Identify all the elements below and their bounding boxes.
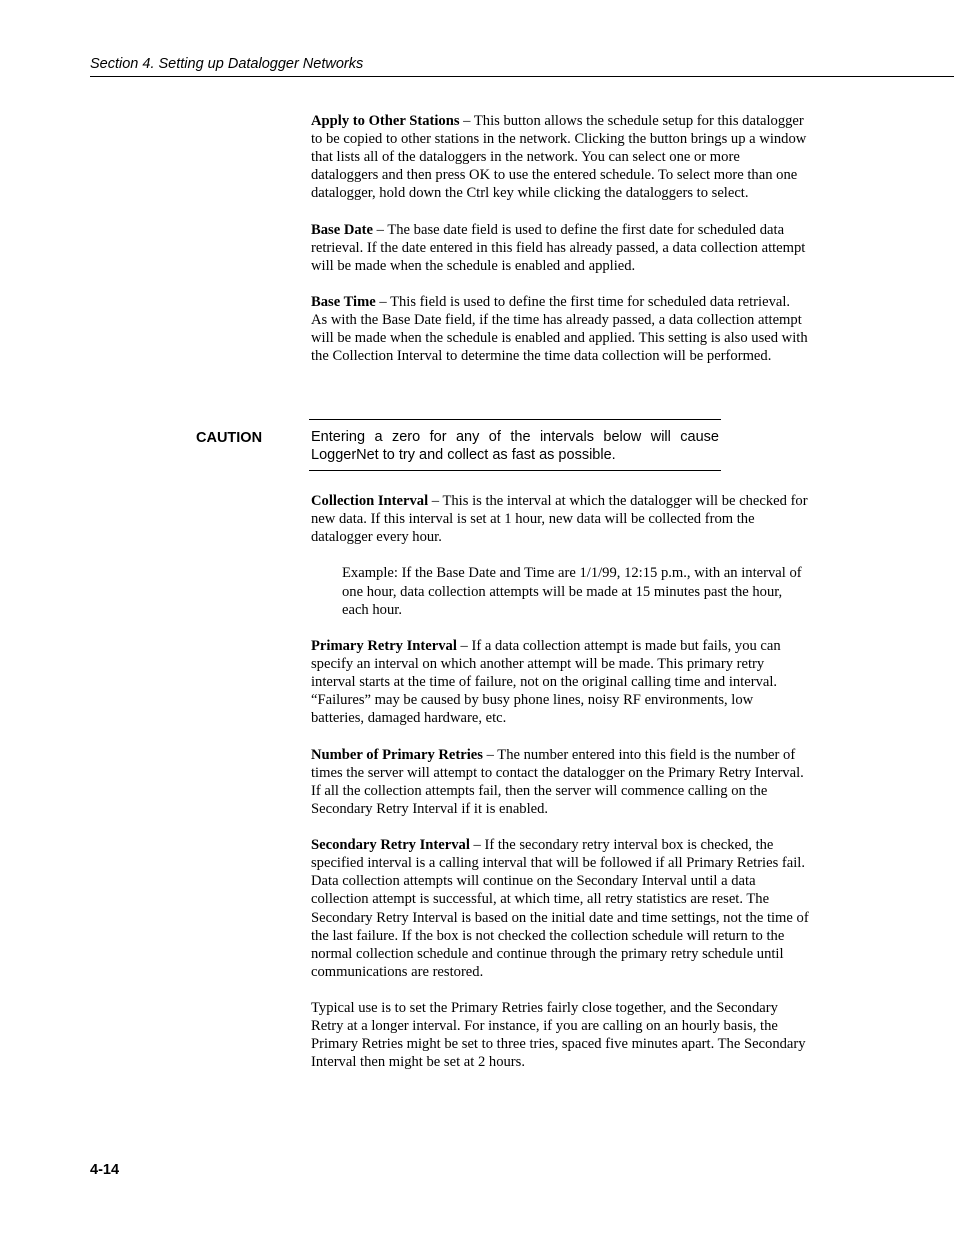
running-title: Section 4. Setting up Datalogger Networks	[90, 56, 364, 72]
term-primary-retry-interval: Primary Retry Interval	[311, 637, 457, 654]
term-base-date: Base Date	[311, 221, 374, 238]
term-secondary-retry-interval: Secondary Retry Interval	[311, 837, 470, 854]
paragraph-collection-interval	[311, 492, 809, 546]
desc-base-time: – This field is used to define the first time for scheduled data retrieval. As with the Base Date field, if the time has already passed, a data collection attempt will be made when the schedule is enabled and applied. This setting is also used with the Collection Interval to determine the time data collection will be performed.	[311, 294, 808, 365]
caution-box	[309, 419, 721, 471]
paragraph-apply-to-other-stations	[311, 112, 809, 202]
term-apply-to-other-stations: Apply to Other Stations	[311, 113, 460, 129]
desc-base-date: – The base date field is used to define the first date for scheduled data retrieval. If the date entered in this field has already passed, a data collection attempt will be made when the schedule is enabled and applied.	[311, 221, 806, 274]
desc-secondary-retry-interval: – If the secondary retry interval box is checked, the specified interval is a calling interval that will be followed if all Primary Retries fail. Data collection attempts will continue on the Secondary Interval until a data collection attempt is successful, at which time, all retry statistics are reset. The Secondary Retry Interval is based on the initial date and time settings, not the time of the last failure. If the box is not checked the collection schedule will return to the normal collection schedule and continue through the primary retry schedule until communications are restored.	[311, 837, 809, 980]
running-header	[90, 55, 954, 77]
body-text-top	[311, 112, 809, 384]
paragraph-primary-retry-interval	[311, 637, 809, 727]
desc-number-of-primary-retries: – The number entered into this field is the number of times the server will attempt to contact the datalogger on the Primary Retry Interval. If all the collection attempts fail, then the server will commence calling on the Secondary Retry Interval if it is enabled.	[311, 746, 804, 817]
desc-apply-to-other-stations: – This button allows the schedule setup for this datalogger to be copied to other stations in the network. Clicking the button brings up a window that lists all of the dataloggers in the network. You can select one or more dataloggers and then press OK to use the entered schedule. To select more than one datalogger, hold down the Ctrl key while clicking the dataloggers to select.	[311, 113, 807, 202]
term-base-time: Base Time	[311, 294, 376, 311]
paragraph-base-time	[311, 293, 809, 365]
paragraph-secondary-retry-interval	[311, 836, 809, 981]
caution-text: Entering a zero for any of the intervals below will cause LoggerNet to try and collect as fast as possible.	[311, 429, 719, 463]
paragraph-number-of-primary-retries	[311, 746, 809, 818]
desc-collection-interval: – This is the interval at which the datalogger will be checked for new data. If this interval is set at 1 hour, new data will be collected from the datalogger every hour.	[311, 493, 808, 546]
paragraph-typical-use: Typical use is to set the Primary Retries fairly close together, and the Secondary Retry at a longer interval. For instance, if you are calling on an hourly basis, the Primary Retries might be set to three tries, spaced five minutes apart. The Secondary Interval then might be set at 2 hours.	[311, 1000, 806, 1071]
desc-primary-retry-interval: – If a data collection attempt is made but fails, you can specify an interval on which another attempt will be made. This primary retry interval starts at the time of failure, not on the original calling time and interval. “Failures” may be caused by busy phone lines, noisy RF environments, low batteries, damaged hardware, etc.	[311, 637, 781, 727]
body-text-bottom	[311, 492, 809, 1090]
page-number: 4-14	[90, 1162, 120, 1178]
caution-label: CAUTION	[196, 430, 263, 446]
paragraph-base-date	[311, 221, 809, 275]
example-paragraph: Example: If the Base Date and Time are 1/1/99, 12:15 p.m., with an interval of one hour, data collection attempts will be made at 15 minutes past the hour, each hour.	[342, 565, 802, 618]
term-number-of-primary-retries: Number of Primary Retries	[311, 746, 483, 763]
term-collection-interval: Collection Interval	[311, 493, 429, 509]
